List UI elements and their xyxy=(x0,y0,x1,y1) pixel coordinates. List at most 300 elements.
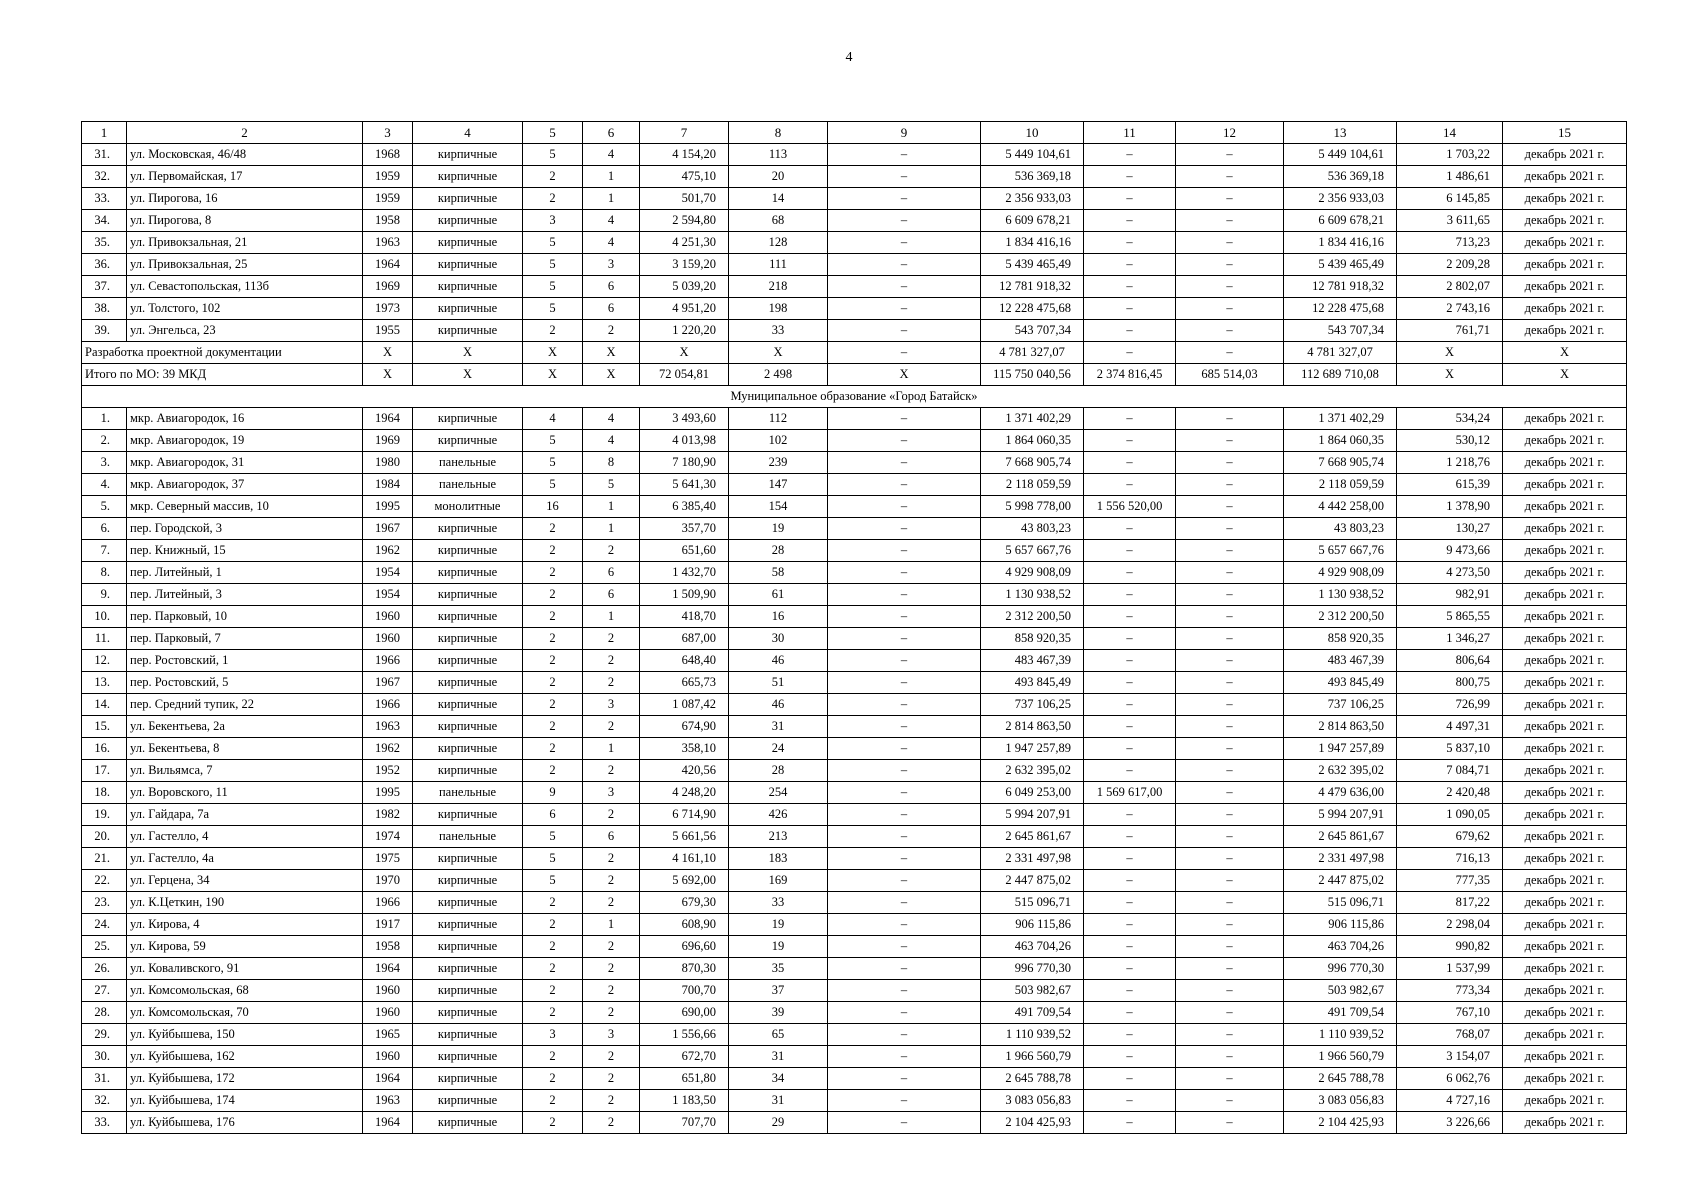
table-cell: 515 096,71 xyxy=(981,892,1084,914)
table-cell: декабрь 2021 г. xyxy=(1503,496,1627,518)
table-cell: 32. xyxy=(82,1090,127,1112)
table-cell: 1 087,42 xyxy=(640,694,729,716)
table-row xyxy=(82,276,1627,298)
table-cell: 3 154,07 xyxy=(1397,1046,1503,1068)
table-cell: 254 xyxy=(729,782,828,804)
table-cell: декабрь 2021 г. xyxy=(1503,738,1627,760)
table-cell: – xyxy=(828,298,981,320)
table-cell: 12 781 918,32 xyxy=(1284,276,1397,298)
table-cell: 777,35 xyxy=(1397,870,1503,892)
table-cell: – xyxy=(828,1068,981,1090)
table-cell: – xyxy=(828,870,981,892)
table-cell: кирпичные xyxy=(413,914,523,936)
table-cell: 615,39 xyxy=(1397,474,1503,496)
table-cell: декабрь 2021 г. xyxy=(1503,826,1627,848)
table-cell: – xyxy=(1176,716,1284,738)
table-cell: кирпичные xyxy=(413,254,523,276)
table-cell: 1963 xyxy=(363,716,413,738)
table-cell: ул. Энгельса, 23 xyxy=(127,320,363,342)
table-row xyxy=(82,298,1627,320)
table-cell: 700,70 xyxy=(640,980,729,1002)
table-cell: 5 xyxy=(523,232,583,254)
table-cell: 1 834 416,16 xyxy=(1284,232,1397,254)
table-cell: – xyxy=(1176,892,1284,914)
table-cell: 1966 xyxy=(363,892,413,914)
table-cell: 128 xyxy=(729,232,828,254)
table-cell: – xyxy=(1176,1068,1284,1090)
table-cell: 29. xyxy=(82,1024,127,1046)
table-cell: – xyxy=(828,1002,981,1024)
table-cell: 1 xyxy=(583,738,640,760)
table-cell: 1 486,61 xyxy=(1397,166,1503,188)
table-cell: кирпичные xyxy=(413,232,523,254)
table-cell: – xyxy=(1084,958,1176,980)
table-cell: – xyxy=(1176,254,1284,276)
table-cell: 198 xyxy=(729,298,828,320)
table-cell: 2 xyxy=(523,188,583,210)
table-cell: 1969 xyxy=(363,276,413,298)
column-header: 6 xyxy=(583,122,640,144)
table-cell: 906 115,86 xyxy=(981,914,1084,936)
table-cell: – xyxy=(828,1024,981,1046)
table-cell: 16 xyxy=(523,496,583,518)
table-cell: пер. Парковый, 7 xyxy=(127,628,363,650)
table-cell: декабрь 2021 г. xyxy=(1503,782,1627,804)
project-cell: – xyxy=(1176,342,1284,364)
table-cell: 608,90 xyxy=(640,914,729,936)
table-cell: 31. xyxy=(82,1068,127,1090)
table-cell: декабрь 2021 г. xyxy=(1503,408,1627,430)
table-cell: 536 369,18 xyxy=(981,166,1084,188)
table-cell: 1 864 060,35 xyxy=(981,430,1084,452)
table-cell: 1955 xyxy=(363,320,413,342)
table-cell: кирпичные xyxy=(413,980,523,1002)
table-cell: кирпичные xyxy=(413,1002,523,1024)
table-cell: ул. Куйбышева, 174 xyxy=(127,1090,363,1112)
table-cell: декабрь 2021 г. xyxy=(1503,628,1627,650)
table-row xyxy=(82,584,1627,606)
table-cell: 737 106,25 xyxy=(1284,694,1397,716)
table-cell: 6 145,85 xyxy=(1397,188,1503,210)
table-cell: кирпичные xyxy=(413,958,523,980)
table-cell: кирпичные xyxy=(413,650,523,672)
table-cell: 4 727,16 xyxy=(1397,1090,1503,1112)
table-cell: 3 xyxy=(583,782,640,804)
table-cell: – xyxy=(828,936,981,958)
table-cell: 2 xyxy=(583,848,640,870)
table-cell: 239 xyxy=(729,452,828,474)
table-cell: кирпичные xyxy=(413,298,523,320)
table-cell: 737 106,25 xyxy=(981,694,1084,716)
table-cell: 2 xyxy=(523,1046,583,1068)
table-cell: мкр. Северный массив, 10 xyxy=(127,496,363,518)
table-cell: 767,10 xyxy=(1397,1002,1503,1024)
table-cell: 6 xyxy=(583,584,640,606)
table-cell: – xyxy=(828,914,981,936)
table-cell: 1 966 560,79 xyxy=(1284,1046,1397,1068)
table-cell: 806,64 xyxy=(1397,650,1503,672)
table-cell: 1 xyxy=(583,606,640,628)
table-cell: 6 xyxy=(583,298,640,320)
column-header: 9 xyxy=(828,122,981,144)
table-cell: 58 xyxy=(729,562,828,584)
table-cell: – xyxy=(828,804,981,826)
table-cell: 43 803,23 xyxy=(981,518,1084,540)
table-cell: кирпичные xyxy=(413,848,523,870)
total-cell: Х xyxy=(363,364,413,386)
table-cell: 5 449 104,61 xyxy=(1284,144,1397,166)
total-cell: 2 498 xyxy=(729,364,828,386)
table-cell: 1 947 257,89 xyxy=(981,738,1084,760)
table-cell: 534,24 xyxy=(1397,408,1503,430)
table-cell: 30. xyxy=(82,1046,127,1068)
table-cell: 3 159,20 xyxy=(640,254,729,276)
table-cell: 536 369,18 xyxy=(1284,166,1397,188)
table-cell: – xyxy=(828,1046,981,1068)
table-cell: кирпичные xyxy=(413,540,523,562)
column-number-header xyxy=(82,122,1627,144)
table-cell: пер. Парковый, 10 xyxy=(127,606,363,628)
table-cell: 5 439 465,49 xyxy=(981,254,1084,276)
table-cell: – xyxy=(1176,1112,1284,1134)
table-cell: – xyxy=(828,452,981,474)
table-cell: 1952 xyxy=(363,760,413,782)
table-cell: – xyxy=(1084,188,1176,210)
table-cell: 46 xyxy=(729,694,828,716)
table-cell: – xyxy=(1084,320,1176,342)
table-cell: – xyxy=(828,782,981,804)
table-cell: – xyxy=(828,496,981,518)
table-cell: 501,70 xyxy=(640,188,729,210)
table-cell: 22. xyxy=(82,870,127,892)
table-cell: 3 xyxy=(583,1024,640,1046)
table-cell: декабрь 2021 г. xyxy=(1503,474,1627,496)
table-cell: 358,10 xyxy=(640,738,729,760)
table-row xyxy=(82,144,1627,166)
table-cell: 5 xyxy=(523,870,583,892)
table-cell: 2 xyxy=(523,760,583,782)
table-cell: 2 xyxy=(523,540,583,562)
table-cell: декабрь 2021 г. xyxy=(1503,276,1627,298)
table-cell: 2 814 863,50 xyxy=(981,716,1084,738)
table-cell: 19 xyxy=(729,518,828,540)
table-cell: 483 467,39 xyxy=(1284,650,1397,672)
table-cell: 2 xyxy=(523,518,583,540)
table-cell: декабрь 2021 г. xyxy=(1503,1002,1627,1024)
table-cell: 1 371 402,29 xyxy=(1284,408,1397,430)
table-cell: 2 xyxy=(523,716,583,738)
table-cell: декабрь 2021 г. xyxy=(1503,188,1627,210)
table-cell: – xyxy=(1176,276,1284,298)
section-title-row xyxy=(82,386,1627,408)
table-cell: 543 707,34 xyxy=(981,320,1084,342)
table-cell: – xyxy=(828,716,981,738)
table-cell: 2 312 200,50 xyxy=(1284,606,1397,628)
table-cell: 1970 xyxy=(363,870,413,892)
table-cell: – xyxy=(1176,760,1284,782)
table-cell: – xyxy=(828,760,981,782)
table-cell: 1 556 520,00 xyxy=(1084,496,1176,518)
table-cell: – xyxy=(828,1090,981,1112)
table-cell: – xyxy=(1176,298,1284,320)
table-cell: мкр. Авиагородок, 16 xyxy=(127,408,363,430)
table-cell: – xyxy=(1084,892,1176,914)
table-cell: 4 xyxy=(583,210,640,232)
table-cell: 1. xyxy=(82,408,127,430)
table-row xyxy=(82,782,1627,804)
table-cell: ул. Кирова, 59 xyxy=(127,936,363,958)
table-cell: ул. Коваливского, 91 xyxy=(127,958,363,980)
table-cell: кирпичные xyxy=(413,276,523,298)
table-row xyxy=(82,694,1627,716)
table-cell: – xyxy=(1176,430,1284,452)
table-cell: панельные xyxy=(413,782,523,804)
table-cell: 26. xyxy=(82,958,127,980)
table-cell: 503 982,67 xyxy=(1284,980,1397,1002)
project-cell: Х xyxy=(583,342,640,364)
table-cell: – xyxy=(828,254,981,276)
table-cell: ул. Бекентьева, 2а xyxy=(127,716,363,738)
table-cell: 12. xyxy=(82,650,127,672)
header-row xyxy=(82,122,1627,144)
table-cell: 672,70 xyxy=(640,1046,729,1068)
project-cell: Х xyxy=(363,342,413,364)
table-cell: 2 xyxy=(583,716,640,738)
table-cell: ул. Вильямса, 7 xyxy=(127,760,363,782)
table-cell: 4 442 258,00 xyxy=(1284,496,1397,518)
table-cell: декабрь 2021 г. xyxy=(1503,1046,1627,1068)
table-row xyxy=(82,188,1627,210)
table-cell: 14 xyxy=(729,188,828,210)
table-cell: 6 xyxy=(583,826,640,848)
project-cell: Х xyxy=(413,342,523,364)
table-cell: – xyxy=(828,188,981,210)
table-cell: – xyxy=(828,958,981,980)
table-cell: ул. Пирогова, 16 xyxy=(127,188,363,210)
table-cell: 1 220,20 xyxy=(640,320,729,342)
table-cell: 218 xyxy=(729,276,828,298)
table-cell: 4 248,20 xyxy=(640,782,729,804)
table-cell: 33. xyxy=(82,1112,127,1134)
table-cell: 2 632 395,02 xyxy=(1284,760,1397,782)
table-cell: 8. xyxy=(82,562,127,584)
table-cell: декабрь 2021 г. xyxy=(1503,958,1627,980)
table-cell: – xyxy=(1084,166,1176,188)
table-cell: 13. xyxy=(82,672,127,694)
table-row xyxy=(82,892,1627,914)
table-cell: 713,23 xyxy=(1397,232,1503,254)
table-cell: – xyxy=(1084,694,1176,716)
table-cell: 2 xyxy=(583,628,640,650)
table-row xyxy=(82,870,1627,892)
table-cell: 2 xyxy=(523,1002,583,1024)
column-header: 2 xyxy=(127,122,363,144)
table-cell: 1 432,70 xyxy=(640,562,729,584)
table-cell: – xyxy=(1084,936,1176,958)
table-cell: 3 xyxy=(523,1024,583,1046)
table-cell: 2 104 425,93 xyxy=(981,1112,1084,1134)
table-cell: – xyxy=(1176,1090,1284,1112)
table-cell: 483 467,39 xyxy=(981,650,1084,672)
table-cell: пер. Ростовский, 5 xyxy=(127,672,363,694)
table-cell: – xyxy=(828,562,981,584)
table-cell: 418,70 xyxy=(640,606,729,628)
table-cell: пер. Ростовский, 1 xyxy=(127,650,363,672)
table-cell: – xyxy=(1084,760,1176,782)
table-cell: кирпичные xyxy=(413,672,523,694)
table-cell: – xyxy=(1176,584,1284,606)
table-cell: 2 xyxy=(523,936,583,958)
table-cell: – xyxy=(828,408,981,430)
project-row-label: Разработка проектной документации xyxy=(82,342,363,364)
table-cell: 19. xyxy=(82,804,127,826)
table-cell: – xyxy=(1084,628,1176,650)
table-cell: – xyxy=(1084,738,1176,760)
table-cell: кирпичные xyxy=(413,1046,523,1068)
table-cell: 1975 xyxy=(363,848,413,870)
table-cell: 5 439 465,49 xyxy=(1284,254,1397,276)
table-cell: 154 xyxy=(729,496,828,518)
table-cell: 51 xyxy=(729,672,828,694)
table-cell: 46 xyxy=(729,650,828,672)
table-cell: 2 209,28 xyxy=(1397,254,1503,276)
table-cell: 28 xyxy=(729,540,828,562)
table-cell: 1954 xyxy=(363,584,413,606)
table-cell: декабрь 2021 г. xyxy=(1503,848,1627,870)
table-cell: 10. xyxy=(82,606,127,628)
table-cell: 7. xyxy=(82,540,127,562)
table-cell: – xyxy=(1084,1046,1176,1068)
table-cell: кирпичные xyxy=(413,892,523,914)
table-cell: – xyxy=(1084,452,1176,474)
table-cell: – xyxy=(1176,980,1284,1002)
table-cell: декабрь 2021 г. xyxy=(1503,1112,1627,1134)
table-cell: 30 xyxy=(729,628,828,650)
table-cell: 687,00 xyxy=(640,628,729,650)
table-cell: – xyxy=(1176,1024,1284,1046)
table-cell: декабрь 2021 г. xyxy=(1503,1024,1627,1046)
table-cell: 5 657 667,76 xyxy=(981,540,1084,562)
total-cell: 72 054,81 xyxy=(640,364,729,386)
table-cell: 169 xyxy=(729,870,828,892)
table-cell: 503 982,67 xyxy=(981,980,1084,1002)
table-cell: 3 083 056,83 xyxy=(1284,1090,1397,1112)
table-cell: декабрь 2021 г. xyxy=(1503,562,1627,584)
table-cell: 6 714,90 xyxy=(640,804,729,826)
total-cell: Х xyxy=(413,364,523,386)
total-cell: Х xyxy=(1503,364,1627,386)
table-cell: 1 130 938,52 xyxy=(1284,584,1397,606)
table-row xyxy=(82,408,1627,430)
table-row xyxy=(82,166,1627,188)
table-cell: 5 xyxy=(523,474,583,496)
table-cell: 5 xyxy=(523,298,583,320)
table-cell: декабрь 2021 г. xyxy=(1503,452,1627,474)
table-cell: 1964 xyxy=(363,1112,413,1134)
table-cell: 14. xyxy=(82,694,127,716)
column-header: 1 xyxy=(82,122,127,144)
table-cell: – xyxy=(1176,518,1284,540)
table-cell: 493 845,49 xyxy=(981,672,1084,694)
table-cell: 4 154,20 xyxy=(640,144,729,166)
table-cell: 2 xyxy=(523,562,583,584)
table-cell: декабрь 2021 г. xyxy=(1503,892,1627,914)
table-cell: 1917 xyxy=(363,914,413,936)
table-cell: кирпичные xyxy=(413,738,523,760)
table-cell: декабрь 2021 г. xyxy=(1503,672,1627,694)
table-row xyxy=(82,958,1627,980)
table-cell: 28. xyxy=(82,1002,127,1024)
table-cell: – xyxy=(1084,276,1176,298)
table-cell: 2 xyxy=(583,870,640,892)
table-cell: 707,70 xyxy=(640,1112,729,1134)
table-cell: 5 xyxy=(523,276,583,298)
table-cell: 4 013,98 xyxy=(640,430,729,452)
table-cell: – xyxy=(1084,1024,1176,1046)
table-cell: 2 356 933,03 xyxy=(981,188,1084,210)
table-cell: ул. К.Цеткин, 190 xyxy=(127,892,363,914)
table-cell: – xyxy=(1176,694,1284,716)
table-cell: 25. xyxy=(82,936,127,958)
table-cell: – xyxy=(1176,452,1284,474)
table-cell: – xyxy=(1084,254,1176,276)
table-cell: 1982 xyxy=(363,804,413,826)
table-cell: 696,60 xyxy=(640,936,729,958)
table-cell: 2 331 497,98 xyxy=(1284,848,1397,870)
table-cell: – xyxy=(828,518,981,540)
table-row xyxy=(82,1112,1627,1134)
table-cell: декабрь 2021 г. xyxy=(1503,716,1627,738)
table-cell: 3 493,60 xyxy=(640,408,729,430)
total-cell: Х xyxy=(1397,364,1503,386)
table-cell: 5 xyxy=(523,430,583,452)
table-cell: 2 xyxy=(523,694,583,716)
table-cell: 2 xyxy=(523,606,583,628)
table-cell: ул. Куйбышева, 176 xyxy=(127,1112,363,1134)
table-cell: 6 xyxy=(583,276,640,298)
table-cell: – xyxy=(1084,870,1176,892)
table-cell: декабрь 2021 г. xyxy=(1503,254,1627,276)
table-cell: декабрь 2021 г. xyxy=(1503,980,1627,1002)
table-cell: 18. xyxy=(82,782,127,804)
table-cell: 726,99 xyxy=(1397,694,1503,716)
table-cell: – xyxy=(828,1112,981,1134)
table-cell: 2 298,04 xyxy=(1397,914,1503,936)
table-cell: 5 641,30 xyxy=(640,474,729,496)
table-cell: 1 378,90 xyxy=(1397,496,1503,518)
table-row xyxy=(82,672,1627,694)
table-cell: 1964 xyxy=(363,408,413,430)
table-cell: кирпичные xyxy=(413,716,523,738)
table-cell: 690,00 xyxy=(640,1002,729,1024)
table-cell: 491 709,54 xyxy=(1284,1002,1397,1024)
table-cell: 2 645 788,78 xyxy=(981,1068,1084,1090)
table-cell: 28 xyxy=(729,760,828,782)
table-cell: – xyxy=(828,738,981,760)
table-cell: 4 xyxy=(583,144,640,166)
table-cell: 1 509,90 xyxy=(640,584,729,606)
table-cell: 1973 xyxy=(363,298,413,320)
project-cell: Х xyxy=(729,342,828,364)
table-cell: ул. Куйбышева, 162 xyxy=(127,1046,363,1068)
table-cell: ул. Московская, 46/48 xyxy=(127,144,363,166)
table-cell: декабрь 2021 г. xyxy=(1503,760,1627,782)
table-cell: панельные xyxy=(413,452,523,474)
column-header: 14 xyxy=(1397,122,1503,144)
table-cell: 768,07 xyxy=(1397,1024,1503,1046)
table-cell: кирпичные xyxy=(413,694,523,716)
table-cell: – xyxy=(1176,958,1284,980)
